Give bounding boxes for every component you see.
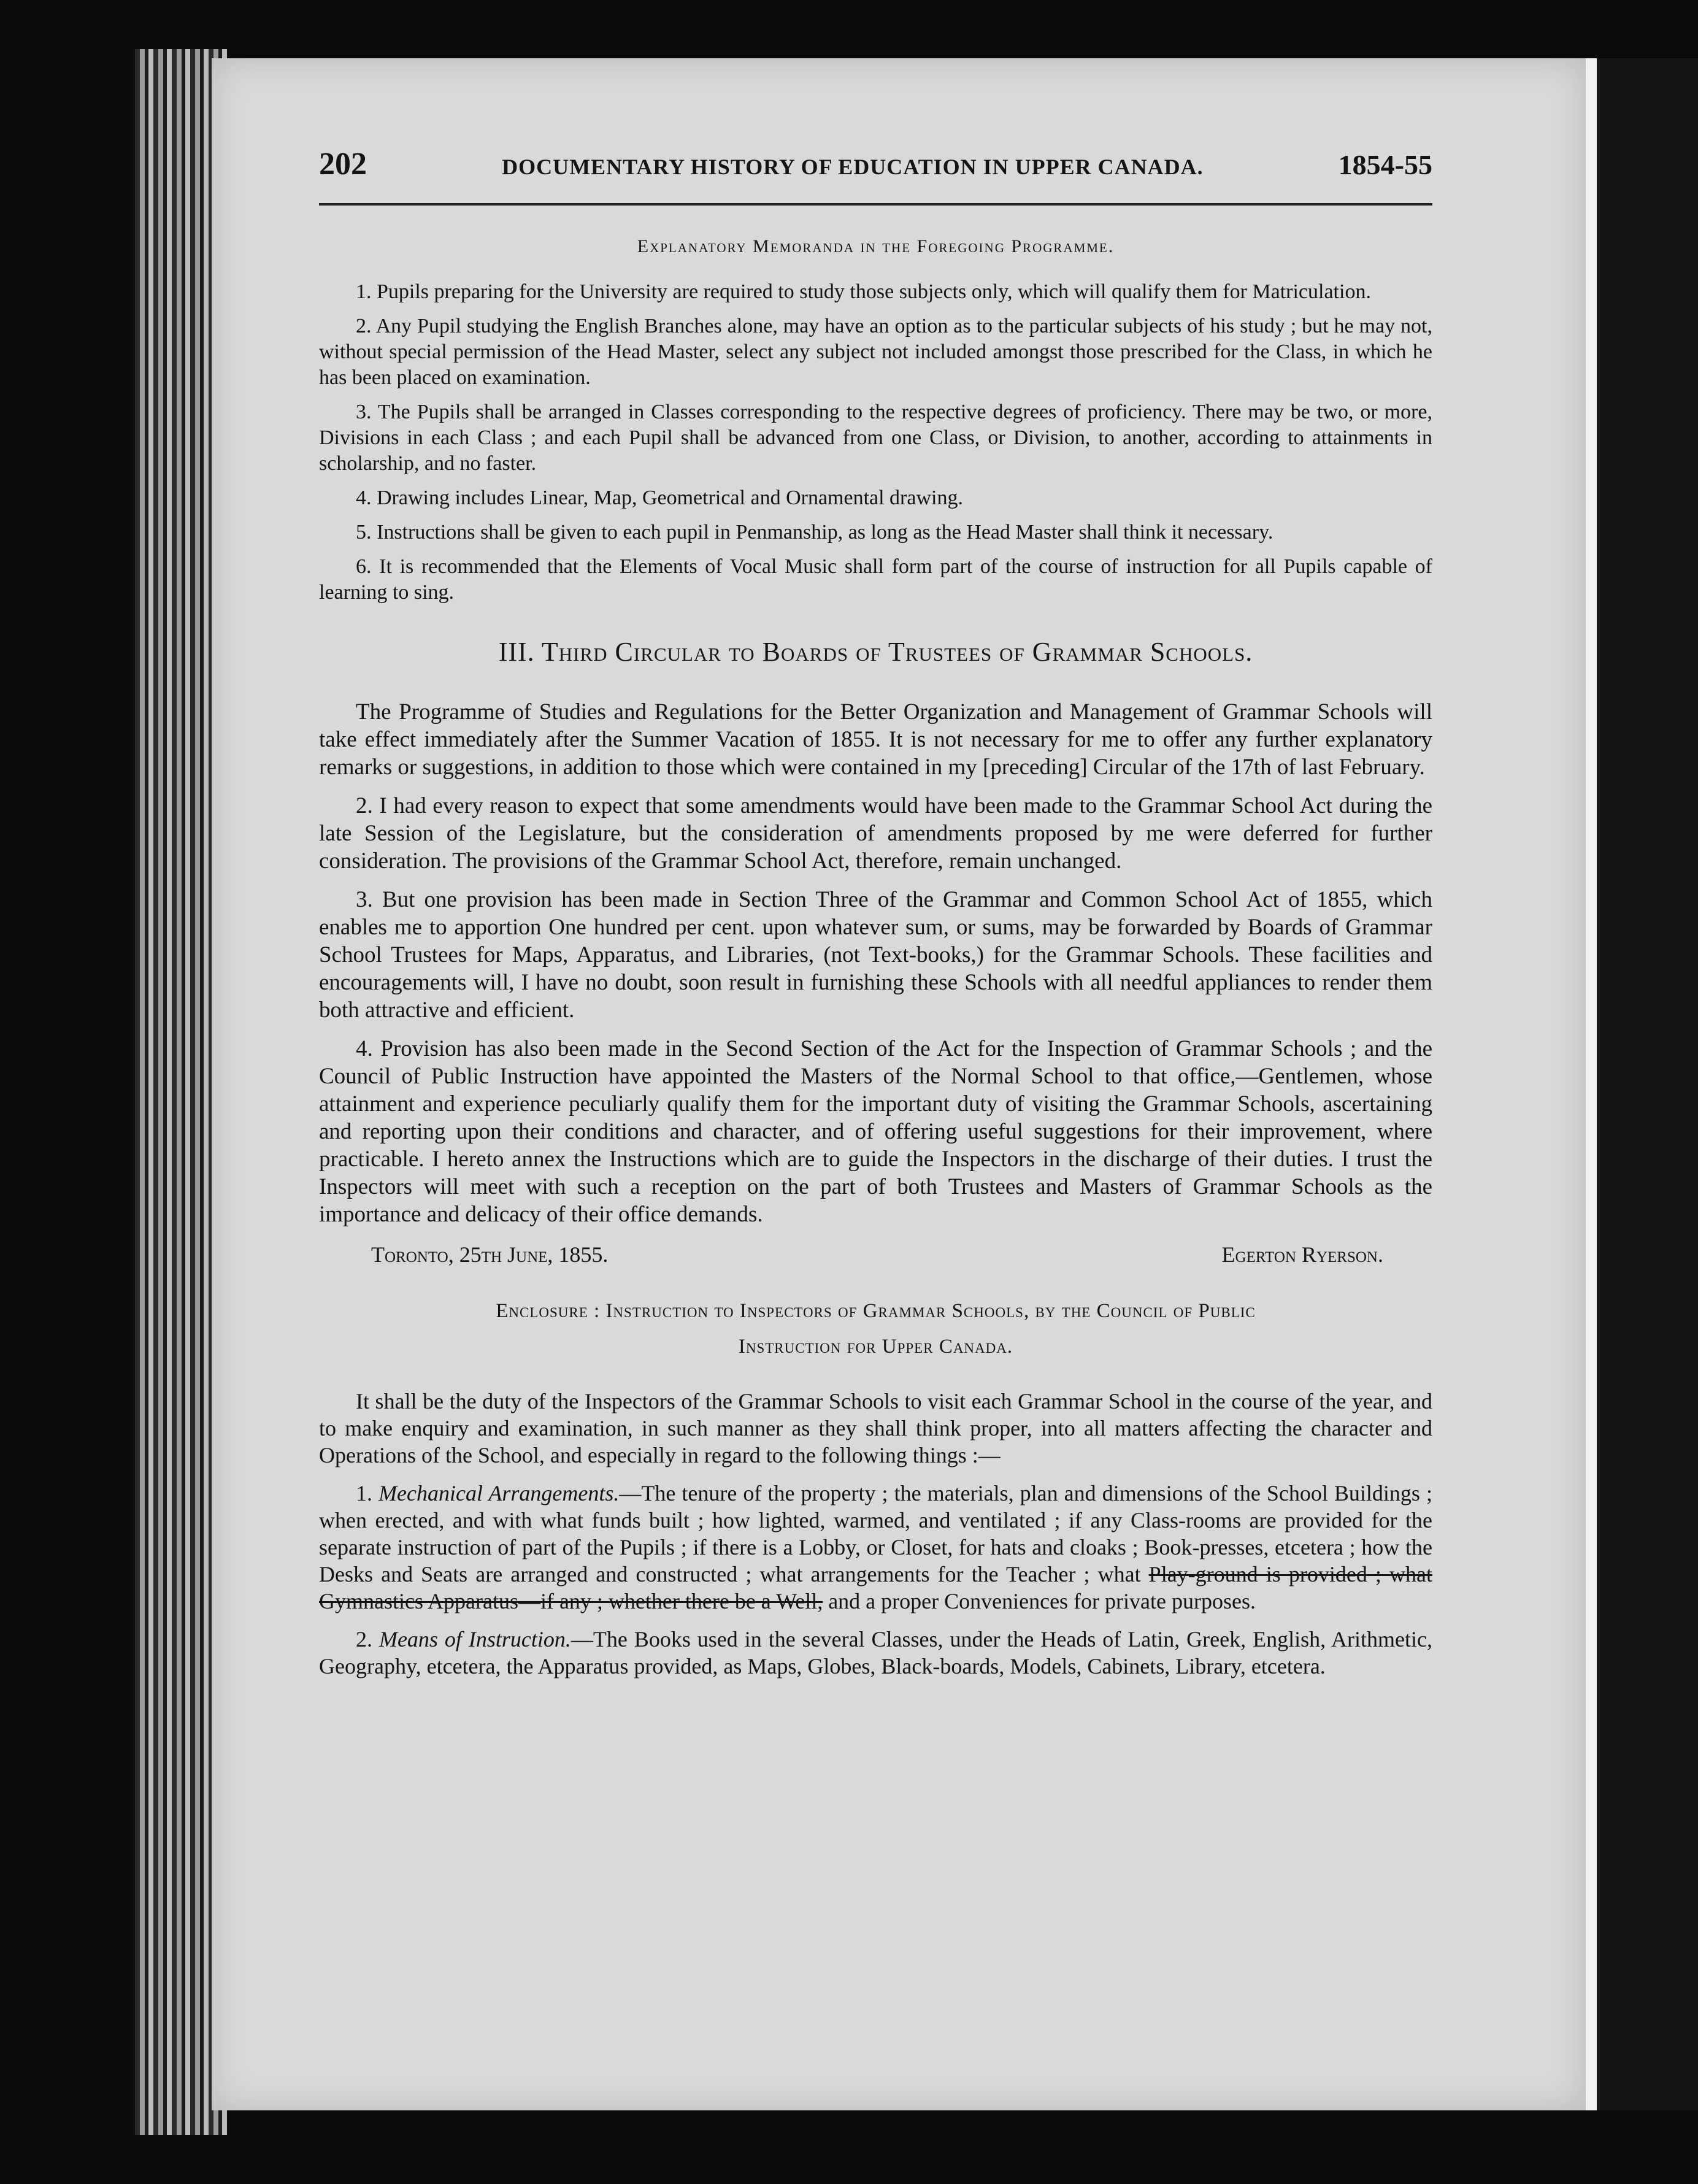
item-title: Mechanical Arrangements. (378, 1481, 620, 1505)
circular-paragraph: 3. But one provision has been made in Section Three of the Grammar and Common School Act of 1855, which enables me to apportion One hundred per cent. upon whatever sum, or sums, may be forwarded by Boards of Grammar School Trustees for Maps, Apparatus, and Libraries, (not Text-books,) for the Grammar Schools. These facilities and encouragements will, I have no doubt, soon result in furnishing these Schools with all needful appliances to render them both attractive and efficient. (319, 887, 1432, 1023)
enclosure-heading-line2: Instruction for Upper Canada. (738, 1336, 1013, 1358)
memo-item: 3. The Pupils shall be arranged in Classes corresponding to the respective degrees of proficiency. There may be two, or more, Divisions in each Class ; and each Pupil shall be advanced from one Class, or Division, to another, according to attainments in scholarship, and no faster. (319, 401, 1432, 475)
circular-title: III. Third Circular to Boards of Trustees of Grammar Schools. (498, 637, 1253, 667)
scan-background (1597, 58, 1698, 2110)
page-number: 202 (319, 147, 367, 182)
enclosure-section (319, 1293, 1432, 1680)
place-date: Toronto, 25th June, 1855. (371, 1242, 609, 1267)
memo-item: 5. Instructions shall be given to each pupil in Penmanship, as long as the Head Master shall think it necessary. (356, 521, 1274, 544)
page-edge (1586, 58, 1597, 2110)
memo-item: 1. Pupils preparing for the University are required to study those subjects only, which will qualify them for Matriculation. (356, 280, 1371, 303)
enclosure-heading-line1: Enclosure : Instruction to Inspectors of Grammar Schools, by the Council of Public (496, 1300, 1256, 1322)
running-year: 1854-55 (1338, 149, 1432, 180)
struck-text: Play-ground is provided ; what Gymnastics Apparatus—if any ; whether there be a Well, (319, 1562, 1432, 1613)
item-number: 1. (356, 1481, 372, 1505)
memo-item: 2. Any Pupil studying the English Branches alone, may have an option as to the particular subjects of his study ; but he may not, without special permission of the Head Master, select any subject not included amongst those prescribed for the Class, in which he has been placed on examination. (319, 315, 1432, 389)
item-text: —The tenure of the property ; the materials, plan and dimensions of the School Buildings ; when erected, and with what funds built ; how lighted, warmed, and ventilated ; if any Class-rooms are provided for the separate instruction of part of the Pupils ; if there is a Lobby, or Closet, for hats and cloaks ; Book-presses, etcetera ; how the Desks and Seats are arranged and constructed ; what arrangements for the Teacher ; what (319, 1481, 1433, 1586)
circular-paragraph: 2. I had every reason to expect that some amendments would have been made to the Grammar School Act during the late Session of the Legislature, but the consideration of amendments proposed by me were deferred for further consideration. The provisions of the Grammar School Act, therefore, remain unchanged. (319, 793, 1432, 874)
running-head (319, 146, 1432, 203)
circular-paragraph: 4. Provision has also been made in the Second Section of the Act for the Inspection of Grammar Schools ; and the Council of Public Instruction have appointed the Masters of the Normal School to that office,—Gentlemen, whose attainment and experience peculiarly qualify them for the important duty of visiting the Grammar Schools, ascertaining and reporting upon their conditions and character, and of offering useful suggestions for their improvement, where practicable. I hereto annex the Instructions which are to guide the Inspectors in the discharge of their duties. I trust the Inspectors will meet with such a reception on the part of both Trustees and Masters of Grammar Schools as the importance and delicacy of their office demands. (319, 1036, 1432, 1227)
item-text-end: and a proper Conveniences for private purposes. (823, 1589, 1256, 1613)
memo-item: 4. Drawing includes Linear, Map, Geometrical and Ornamental drawing. (356, 486, 963, 509)
memo-item: 6. It is recommended that the Elements of Vocal Music shall form part of the course of instruction for all Pupils capable of learning to sing. (319, 555, 1432, 604)
page-content (319, 146, 1432, 1691)
enclosure-intro: It shall be the duty of the Inspectors of the Grammar Schools to visit each Grammar School in the course of the year, and to make enquiry and examination, in such manner as they shall think proper, into all matters affecting the character and Operations of the School, and especially in regard to the following things :— (319, 1389, 1432, 1467)
signature-line (319, 1239, 1432, 1267)
enclosure-item-2 (319, 1626, 1432, 1680)
circular-section (319, 636, 1432, 1267)
running-title: DOCUMENTARY HISTORY OF EDUCATION IN UPPER CANADA. (502, 155, 1204, 179)
memoranda-heading: Explanatory Memoranda in the Foregoing Programme. (637, 236, 1115, 256)
enclosure-heading (319, 1293, 1432, 1364)
circular-paragraph: The Programme of Studies and Regulations for the Better Organization and Management of Grammar Schools will take effect immediately after the Summer Vacation of 1855. It is not necessary for me to offer any further explanatory remarks or suggestions, in addition to those which were contained in my [preceding] Circular of the 17th of last February. (319, 699, 1432, 780)
item-title: Means of Instruction. (378, 1627, 571, 1651)
item-number: 2. (356, 1627, 372, 1651)
enclosure-item-1 (319, 1480, 1432, 1615)
header-rule (319, 203, 1432, 206)
item-text: —The Books used in the several Classes, under the Heads of Latin, Greek, English, Arithmetic, Geography, etcetera, the Apparatus provided, as Maps, Globes, Black-boards, Models, Cabinets, Library, etcetera. (319, 1627, 1433, 1678)
memoranda-section (319, 236, 1432, 606)
signatory: Egerton Ryerson. (1221, 1242, 1383, 1267)
